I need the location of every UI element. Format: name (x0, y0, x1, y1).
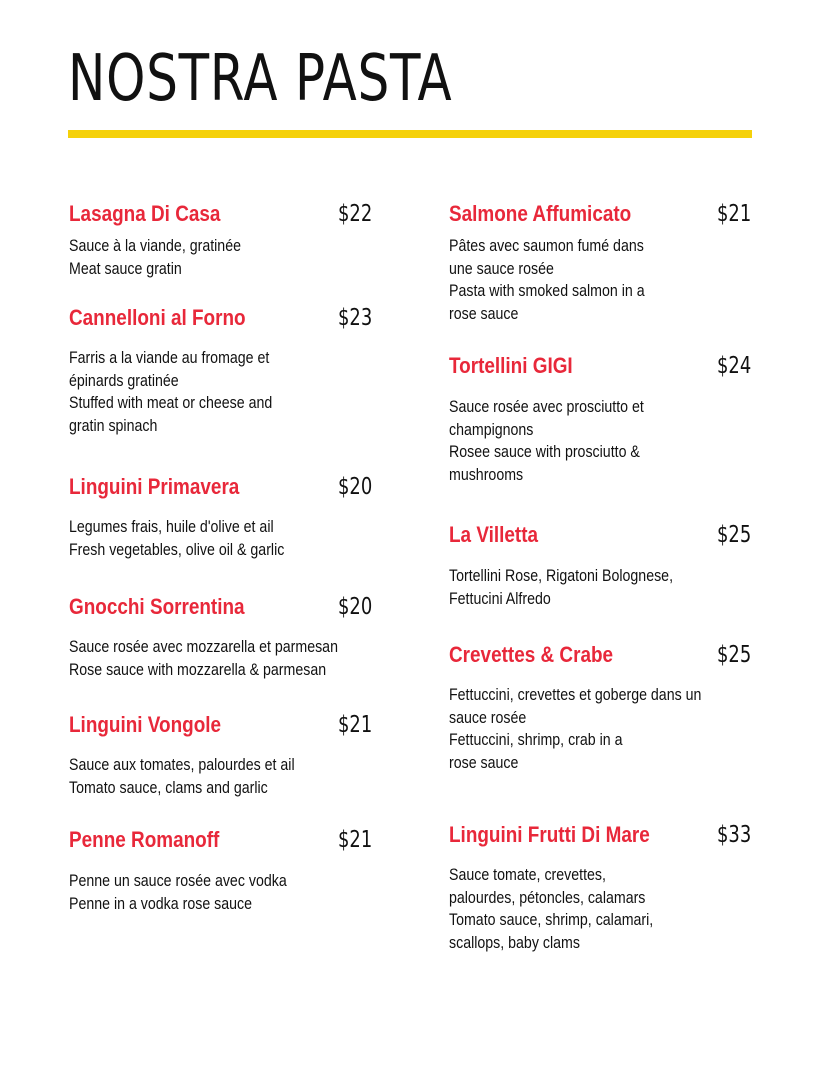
description-line: une sauce rosée (449, 259, 554, 278)
description-line: Fettuccini, crevettes et goberge dans un (449, 686, 702, 704)
description-line: Rose sauce with mozzarella & parmesan (69, 660, 327, 679)
menu-item-name: Gnocchi Sorrentina (69, 594, 245, 619)
menu-item-description (69, 870, 322, 915)
description-line: Sauce à la viande, gratinée (69, 237, 241, 255)
menu-item-name: Linguini Frutti Di Mare (449, 822, 650, 847)
menu-item-price: $21 (338, 712, 373, 738)
description-line: Pâtes avec saumon fumé dans (449, 237, 644, 255)
menu-item-name: Cannelloni al Forno (69, 305, 246, 330)
description-line: sauce rosée (449, 708, 527, 727)
description-line: Fettucini Alfredo (449, 589, 551, 608)
description-line: Rosee sauce with prosciutto & (449, 443, 640, 461)
description-line: Sauce aux tomates, palourdes et ail (69, 756, 295, 774)
description-line: Stuffed with meat or cheese and (69, 394, 273, 412)
menu-item-price: $21 (338, 827, 373, 853)
description-line: épinards gratinée (69, 371, 179, 390)
description-line: gratin spinach (69, 416, 158, 435)
description-line: palourdes, pétoncles, calamars (449, 888, 646, 907)
menu-item-price: $23 (338, 305, 373, 331)
menu-item-name: Linguini Primavera (69, 474, 240, 499)
menu-item-description (449, 565, 709, 610)
menu-item-name: Tortellini GIGI (449, 353, 573, 378)
menu-item-name: Penne Romanoff (69, 827, 220, 852)
description-line: Penne un sauce rosée avec vodka (69, 872, 287, 890)
menu-item-price: $21 (717, 201, 752, 227)
menu-item-description (69, 516, 319, 561)
menu-item-price: $20 (338, 594, 373, 620)
menu-item-price: $25 (717, 522, 752, 548)
description-line: rose sauce (449, 753, 519, 772)
description-line: Fettuccini, shrimp, crab in a (449, 731, 623, 749)
description-line: Meat sauce gratin (69, 259, 182, 278)
menu-item-price: $25 (717, 642, 752, 668)
description-line: Fresh vegetables, olive oil & garlic (69, 540, 285, 559)
menu-item-description (69, 347, 305, 437)
menu-item-name: La Villetta (449, 522, 539, 547)
menu-item-price: $33 (717, 822, 752, 848)
menu-item-description (449, 864, 687, 954)
description-line: Farris a la viande au fromage et (69, 349, 270, 367)
title-divider (68, 130, 752, 138)
menu-item-name: Salmone Affumicato (449, 201, 632, 226)
description-line: rose sauce (449, 304, 519, 323)
description-line: Pasta with smoked salmon in a (449, 282, 645, 300)
description-line: mushrooms (449, 465, 524, 484)
description-line: champignons (449, 420, 534, 439)
description-line: Tortellini Rose, Rigatoni Bolognese, (449, 567, 674, 585)
menu-item-description (69, 636, 382, 681)
menu-item-name: Linguini Vongole (69, 712, 222, 737)
description-line: Penne in a vodka rose sauce (69, 894, 253, 913)
description-line: Tomato sauce, shrimp, calamari, (449, 911, 654, 929)
menu-item-description (449, 684, 743, 774)
description-line: scallops, baby clams (449, 933, 580, 952)
menu-item-description (449, 396, 676, 486)
menu-item-price: $20 (338, 474, 373, 500)
description-line: Tomato sauce, clams and garlic (69, 778, 268, 797)
menu-item-description (69, 754, 331, 799)
menu-item-name: Lasagna Di Casa (69, 201, 221, 226)
menu-item-price: $22 (338, 201, 373, 227)
description-line: Sauce rosée avec prosciutto et (449, 398, 644, 416)
menu-item-description (449, 235, 676, 325)
menu-item-description (69, 235, 269, 280)
description-line: Legumes frais, huile d'olive et ail (69, 518, 274, 536)
description-line: Sauce rosée avec mozzarella et parmesan (69, 638, 338, 656)
menu-item-name: Crevettes & Crabe (449, 642, 614, 667)
page-title: NOSTRA PASTA (68, 42, 453, 116)
description-line: Sauce tomate, crevettes, (449, 866, 606, 884)
menu-item-price: $24 (717, 353, 752, 379)
